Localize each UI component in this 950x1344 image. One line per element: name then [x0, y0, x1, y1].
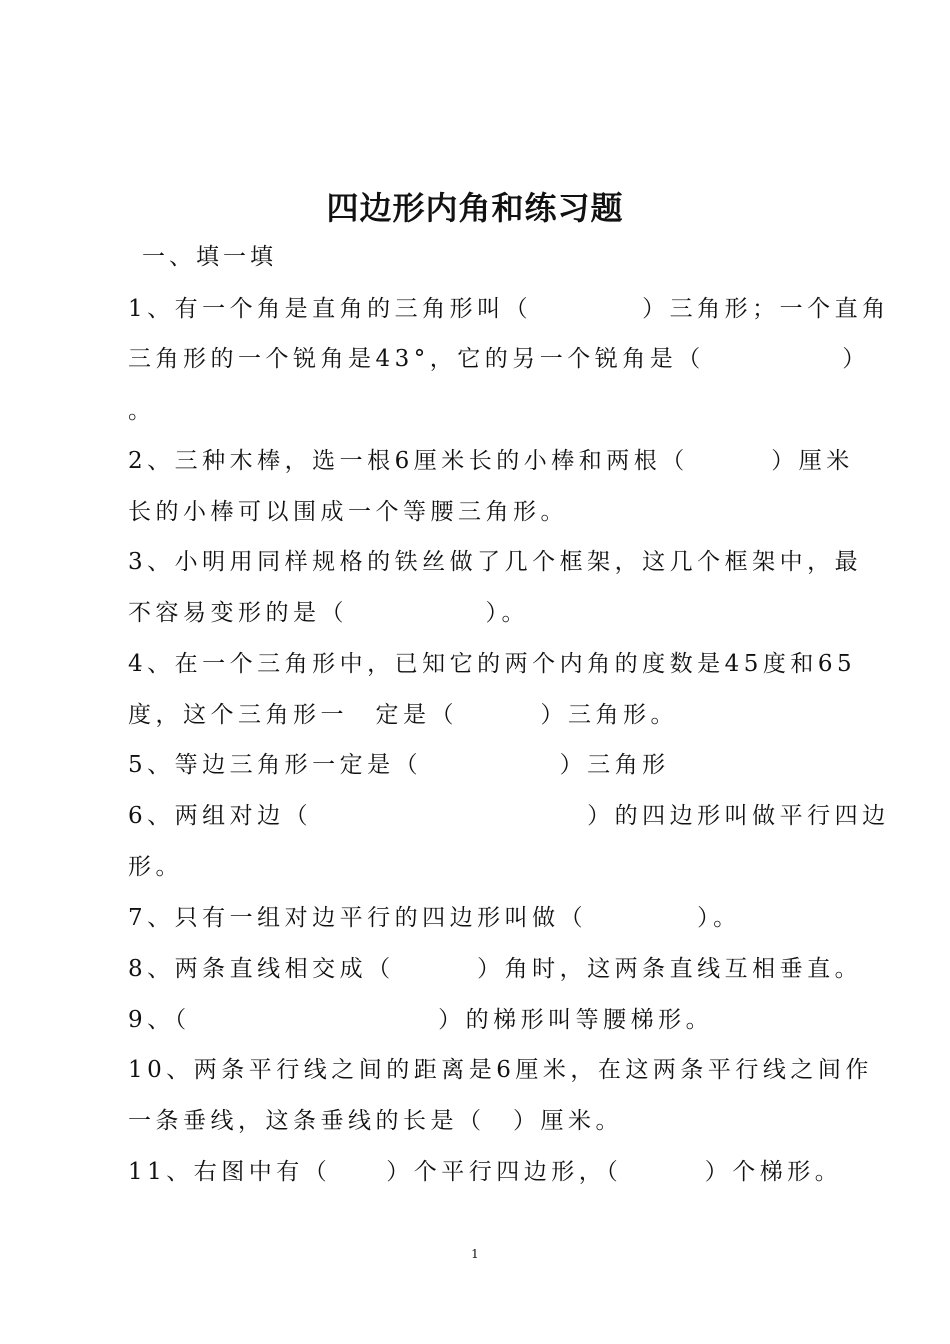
- section-heading: 一、填一填: [142, 244, 277, 270]
- page-title: 四边形内角和练习题: [326, 189, 624, 227]
- text-line: 7、只有一组对边平行的四边形叫做（ ）。: [128, 905, 741, 931]
- text-line: 1、有一个角是直角的三角形叫（ ）三角形；一个直角: [128, 296, 890, 322]
- text-line: 6、两组对边（ ）的四边形叫做平行四边: [128, 803, 890, 829]
- text-line: 不容易变形的是（ ）。: [128, 600, 529, 626]
- text-line: 度，这个三角形一 定是（ ）三角形。: [128, 702, 678, 728]
- page-number: 1: [471, 1247, 479, 1261]
- text-line: 三角形的一个锐角是43°，它的另一个锐角是（ ）: [128, 346, 870, 372]
- text-line: 一条垂线，这条垂线的长是（ ）厘米。: [128, 1108, 623, 1134]
- text-line: 2、三种木棒，选一根6厘米长的小棒和两根（ ）厘米: [128, 448, 854, 474]
- text-line: 3、小明用同样规格的铁丝做了几个框架，这几个框架中，最: [128, 549, 863, 575]
- text-line: 4、在一个三角形中，已知它的两个内角的度数是45度和65: [128, 651, 857, 677]
- text-line: 9、（ ）的梯形叫等腰梯形。: [128, 1007, 714, 1033]
- text-line: 形。: [128, 854, 183, 880]
- text-line: 8、两条直线相交成（ ）角时，这两条直线互相垂直。: [128, 956, 863, 982]
- text-line: 。: [128, 398, 156, 424]
- text-line: 长的小棒可以围成一个等腰三角形。: [128, 499, 568, 525]
- text-line: 5、等边三角形一定是（ ）三角形: [128, 752, 670, 778]
- text-line: 11、右图中有（ ）个平行四边形，（ ）个梯形。: [128, 1159, 843, 1185]
- text-line: 10、两条平行线之间的距离是6厘米，在这两条平行线之间作: [128, 1057, 873, 1083]
